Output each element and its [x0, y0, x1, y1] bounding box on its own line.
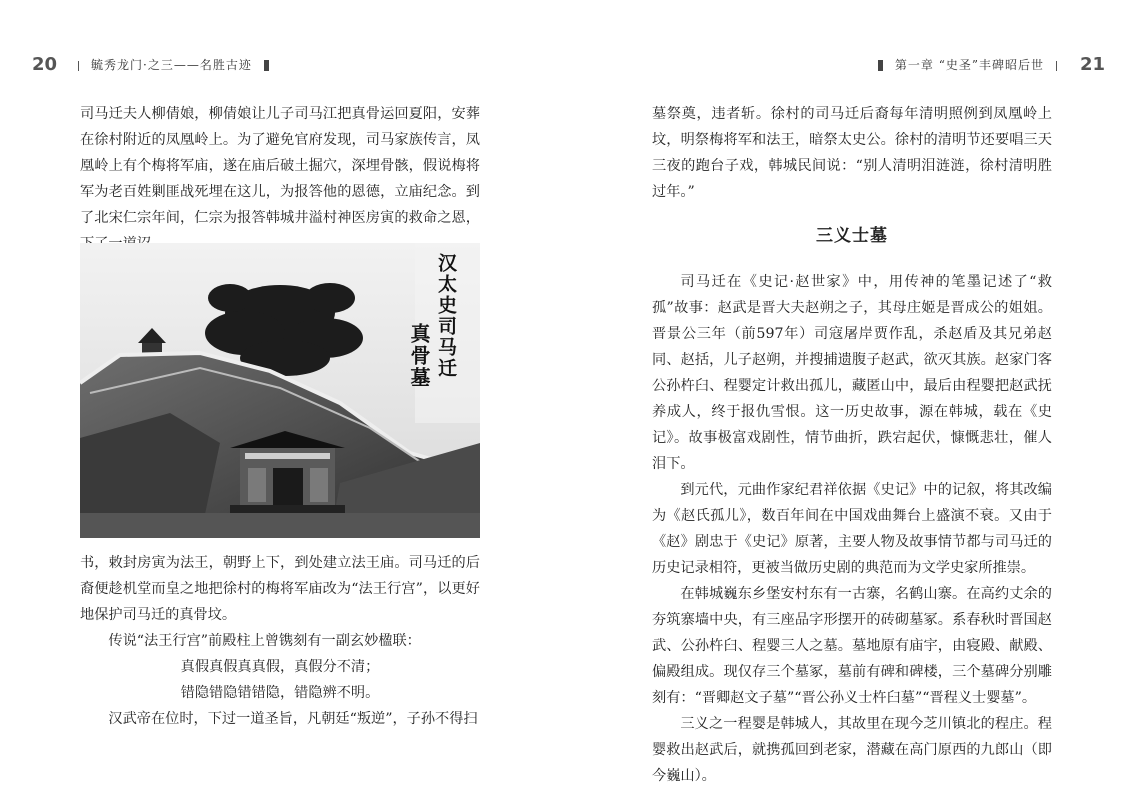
- body-paragraph: 传说“法王行宫”前殿柱上曾镌刻有一副玄妙楹联：: [108, 633, 421, 649]
- couplet-line: 真假真假真真假，真假分不清；: [180, 659, 380, 675]
- right-text: [652, 101, 1052, 789]
- tomb-photo: [80, 243, 480, 538]
- running-head-title: 毓秀龙门·之三——名胜古迹: [91, 58, 252, 72]
- section-title: 三义士墓: [816, 226, 888, 246]
- body-paragraph: 司马迁夫人柳倩娘，柳倩娘让儿子司马江把真骨运回夏阳，安葬在徐村附近的凤凰岭上。为了避免官府发现，司马家族传言，凤凰岭上有个梅将军庙，遂在庙后破土掘穴，深埋骨骸，假说梅将军为老百姓剿匪战死埋在这儿，为报答他的恩德，立庙纪念。到了北宋仁宗年间，仁宗为报答韩城井溢村神医房寅的救命之恩，: [80, 106, 480, 226]
- running-head: [78, 56, 269, 73]
- body-paragraph: 三义之一程婴是韩城人，其故里在现今芝川镇北的程庄。程婴救出赵武后，就携孤回到老家，潜藏在高门原西的九郎山（即今巍山）。: [652, 716, 1052, 784]
- body-paragraph: 司马迁在《史记·赵世家》中，用传神的笔墨记述了“救孤”故事：赵武是晋大夫赵朔之子，其母庄姬是晋成公的姐姐。晋景公三年（前597年）司寇屠岸贾作乱，杀赵盾及其兄弟赵同、赵括，儿子赵朔，并搜捕遗腹子赵武，欲灭其族。赵家门客公孙杵臼、程婴定计救出孤儿，藏匿山中，最后由程婴把赵武抚养成人，终于报仇雪恨。这一历史故事，源在韩城，载在《史记》。故事极富戏剧性，情节曲折，跌宕起伏，慷慨悲壮，催人泪下。: [652, 274, 1052, 472]
- body-paragraph: 汉武帝在位时，下过一道圣旨，凡朝廷“叛逆”，子孙不得扫: [108, 711, 478, 727]
- photo-caption-line1: 汉太史司马迁: [435, 253, 457, 379]
- photo-caption-line2: 真骨墓: [407, 323, 431, 389]
- body-paragraph: 墓祭奠，违者斩。徐村的司马迁后裔每年清明照例到凤凰岭上坟，明祭梅将军和法王，暗祭太史公。徐村的清明节还要唱三天三夜的跑台子戏，韩城民间说：“别人清明泪涟涟，徐村清明胜过年。”: [652, 106, 1052, 200]
- page-number: 21: [1080, 54, 1106, 75]
- couplet-line: 错隐错隐错错隐，错隐辨不明。: [180, 685, 380, 701]
- running-head-title: 第一章 “史圣”丰碑昭后世: [894, 58, 1044, 72]
- header-marker: [878, 60, 883, 71]
- body-paragraph: 书，敕封房寅为法王，朝野上下，到处建立法王庙。司马迁的后裔便趁机堂而皇之地把徐村的梅将军庙改为“法王行宫”，以更好地保护司马迁的真骨坟。: [80, 555, 480, 623]
- body-paragraph: 到元代，元曲作家纪君祥依据《史记》中的记叙，将其改编为《赵氏孤儿》，数百年间在中国戏曲舞台上盛演不衰。又由于《赵》剧忠于《史记》原著，主要人物及故事情节都与司马迁的历史记录相符，更被当做历史剧的典范而为文学史家所推崇。: [652, 482, 1052, 576]
- tomb-photo-image: [80, 243, 480, 538]
- header-divider: [1056, 61, 1057, 71]
- header-marker: [264, 60, 269, 71]
- left-text-top: [80, 101, 480, 257]
- left-text-bottom: [80, 550, 480, 732]
- body-paragraph: 在韩城巍东乡堡安村东有一古寨，名鹤山寨。在高约丈余的夯筑寨墙中央，有三座品字形摆开的砖砌墓冢。系春秋时晋国赵武、公孙杵臼、程婴三人之墓。墓地原有庙宇，由寝殿、献殿、偏殿组成。现仅存三个墓冢，墓前有碑和碑楼，三个墓碑分别雕刻有：“晋卿赵文子墓”“晋公孙义士杵臼墓”“晋程义士婴墓”。: [652, 586, 1052, 706]
- page-number: 20: [32, 54, 58, 75]
- header-divider: [78, 61, 79, 71]
- running-head: [878, 56, 1057, 73]
